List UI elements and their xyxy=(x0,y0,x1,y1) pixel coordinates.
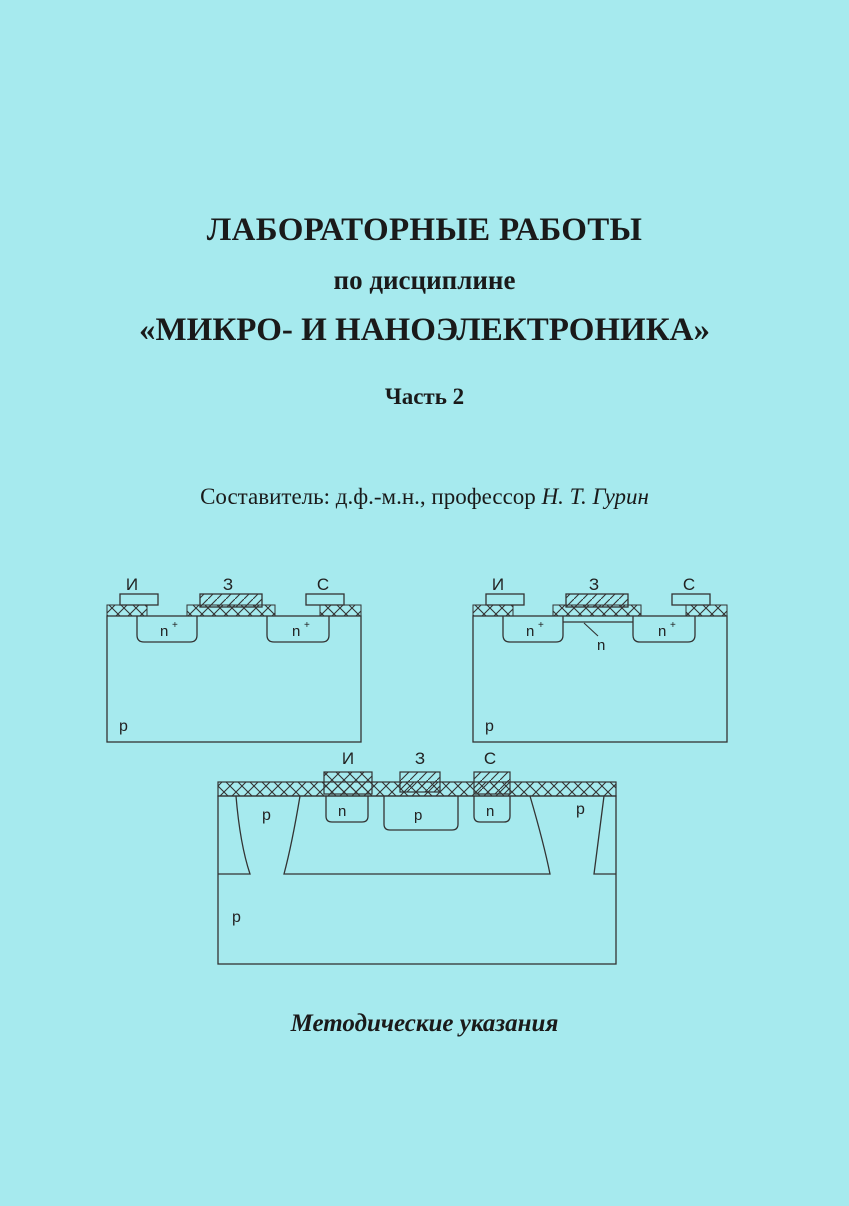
d3-gate-label: З xyxy=(414,749,426,768)
d3-left-region-label: n xyxy=(338,803,347,820)
d2-right-region-sup: + xyxy=(670,620,676,631)
title-line-2: по дисциплине xyxy=(333,265,516,295)
title-line-3: «МИКРО- И НАНОЭЛЕКТРОНИКА» xyxy=(139,312,710,348)
d1-right-region-sup: + xyxy=(304,620,310,631)
d2-drain-label: С xyxy=(682,575,696,594)
d3-left-pocket-label: p xyxy=(262,807,271,824)
d3-right-region-label: n xyxy=(486,803,495,820)
d2-source-label: И xyxy=(491,575,505,594)
part-label: Часть 2 xyxy=(384,384,465,409)
d1-drain-label: С xyxy=(316,575,330,594)
d1-source-label: И xyxy=(125,575,139,594)
d2-substrate-label: p xyxy=(485,718,494,735)
d2-right-region-label: n xyxy=(658,623,667,640)
d1-left-region-sup: + xyxy=(172,620,178,631)
compiler-line xyxy=(0,484,849,510)
d2-left-region-label: n xyxy=(526,623,535,640)
mos-transistor-diagram-2 xyxy=(466,572,736,747)
d1-right-region-label: n xyxy=(292,623,301,640)
title-line-1: ЛАБОРАТОРНЫЕ РАБОТЫ xyxy=(206,212,643,248)
d2-gate-label: З xyxy=(588,575,600,594)
d2-channel-label: n xyxy=(597,637,606,654)
d3-drain-label: С xyxy=(483,749,497,768)
footer-subtitle: Методические указания xyxy=(290,1010,559,1037)
d1-left-region-label: n xyxy=(160,623,169,640)
d1-substrate-label: p xyxy=(119,718,128,735)
isolated-structure-diagram xyxy=(212,744,622,970)
d2-left-region-sup: + xyxy=(538,620,544,631)
d3-substrate-label: p xyxy=(232,909,241,926)
d3-center-region-label: p xyxy=(414,807,423,824)
d1-gate-label: З xyxy=(222,575,234,594)
d3-right-pocket-label: p xyxy=(576,801,585,818)
mos-transistor-diagram-1 xyxy=(100,572,370,747)
compiler-name: Н. Т. Гурин xyxy=(541,484,649,509)
compiler-prefix: Составитель: д.ф.-м.н., профессор xyxy=(200,484,542,509)
d3-source-label: И xyxy=(341,749,355,768)
